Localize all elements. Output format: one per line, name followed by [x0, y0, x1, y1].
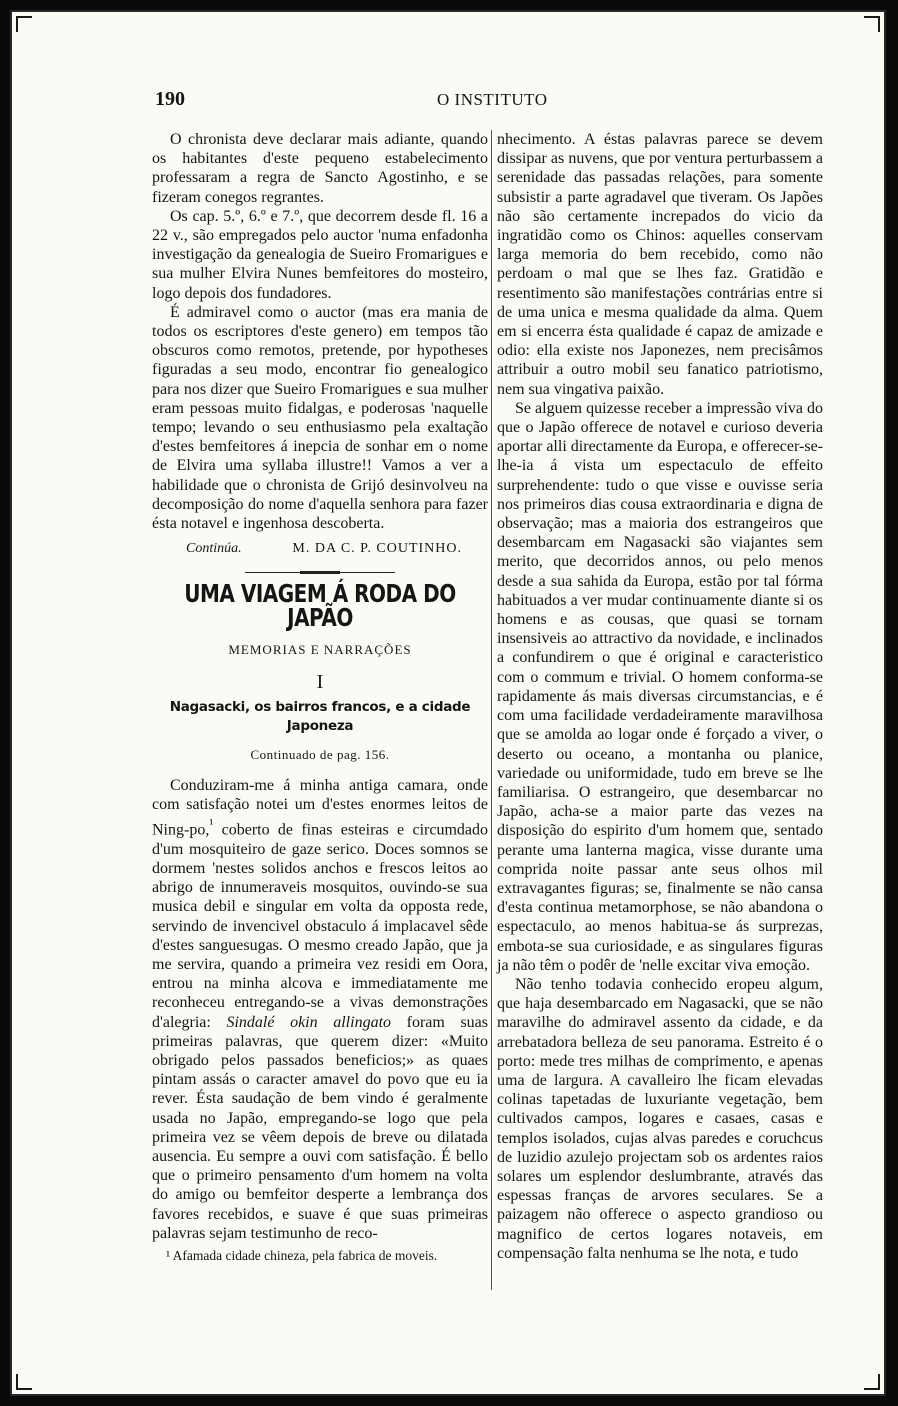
column-divider	[491, 130, 492, 1290]
continued-note: Continuado de pag. 156.	[250, 746, 390, 762]
page-header	[155, 88, 825, 114]
paragraph: É admiravel como o auctor (mas era mania de todos os escriptores d'este genero) em tempos tão obscuros como remotos, pretende, por hypotheses figuradas a seu modo, encontrar fio genealogico para nos dizer que Sueiro Fromarigues e sua mulher eram pessoas muito fidalgas, e poderosas 'naquelle tempo; levando o seu enthusiasmo pela exaltação d'estes bemfeitores á inepcia de sonhar em o nome de Elvira uma syllaba illustre!! Vamos a ver a habilidade que o chronista de Grijó desinvolveu na decomposição do nome d'aquella senhora para fazer ésta notavel e ingenhosa descoberta.	[152, 303, 488, 533]
right-column	[497, 130, 823, 1263]
footnote-marker: ¹	[209, 816, 214, 832]
continua-note: Continúa.	[186, 541, 242, 557]
text-run: foram suas primeiras palavras, que querem dizer: «Muito obrigado pelos passados beneficios;» as quaes pintam assás o caracter amavel do povo que eu ia rever. Ésta saudação de bem vindo é geralmente usada no Japão, empregando-se logo que pela primeira vez se vêem depois de breve ou dilatada ausencia. Eu sempre a ouvi com satisfação. É bello que o primeiro pensamento d'um homem na volta do amigo ou bemfeitor desperte a lembrança dos favores recebidos, e suave é que suas primeiras palavras sejam testimunho de reco-	[152, 1013, 488, 1242]
paragraph: Não tenho todavia conhecido eropeu algum, que haja desembarcado em Nagasacki, que se não maravilhe do admiravel assento da cidade, e da arrebatadora belleza de seu panorama. Estreito é o porto: mede tres milhas de comprimento, e apenas uma de largura. A cavalleiro lhe ficam elevadas colinas tapetadas de luxuriante vegetação, bem cultivados campos, logares e casaes, casas e templos isolados, cujas alvas paredes e coruchcus de luzidio azulejo projectam sob os ardentes raios solares um esplendor deslumbrante, através das espessas franças de arvores seculares. Se a paizagem não offerece o aspecto grandioso ou magnifico de certos logares notaveis, em compensação falta nenhuma se lhe nota, e tudo	[497, 975, 823, 1262]
paragraph: O chronista deve declarar mais adiante, quando os habitantes d'este pequeno estabelecimento professaram a regra de Sancto Agostinho, e se fizeram conegos regrantes.	[152, 131, 488, 206]
running-title: O INSTITUTO	[437, 90, 548, 109]
text-run: Conduziram-me á minha antiga camara, onde com satisfação notei um d'estes enormes leitos de Ning-po,	[152, 776, 488, 839]
author-name: M. DA C. P. COUTINHO.	[292, 541, 462, 557]
crop-mark	[16, 16, 32, 32]
paragraph: Se alguem quizesse receber a impressão viva do que o Japão offerece de notavel e curioso deveria aportar alli directamente da Europa, e offerecer-se-lhe-ia á vista um espectaculo de effeito surprehendente: tudo o que visse e ouvisse seria nos primeiros dias cousa extraordinaria e digna de observação; mas a maioria dos estrangeiros que desembarcam em Nagasacki são viajantes sem merito, que decorridos annos, ou pelo menos desde a sua sahida da Europa, estão por tal fórma habituados a ver mudar continuamente diante si os homens e as cousas, que quasi se tornam insensiveis ao attractivo da novidade, e inclinados a confundirem o que é original e caracteristico com o commum e trivial. O homem conforma-se rapidamente ás mais diversas circumstancias, e é com uma facilidade verdadeiramente maravilhosa que se amolda ao logar onde é forçado a viver, o deserto ou oceano, a montanha ou planice, variedade ou uniformidade, tudo em breve se lhe familiarisa. O estrangeiro, que desembarcar no Japão, acha-se a maior parte das vezes na disposição do espirito d'um homem que, sentado perante uma lanterna magica, visse durante uma comprida noite passar ante seus olhos mil extravagantes figuras; se, finalmente se não cansa d'esta continua metamorphose, se não abandona o espectaculo, ao menos habitua-se ás surprezas, embota-se sua curiosidade, e as singulares figuras ja não têm o podêr de 'nelle excitar viva emoção.	[497, 399, 823, 974]
paragraph: nhecimento. A éstas palavras parece se devem dissipar as nuvens, que por ventura perturbassem a serenidade das passadas relações, para somente subsistir a parte agradavel que tiveram. Os Japões não são certamente increpados do vicio da ingratidão como os Chinos: aquelles conservam larga memoria do bem recebido, como não perdoam o mal que se lhes faz. Gratidão e resentimento são manifestações contrárias entre si de uma unica e mesma qualidade da alma. Quem em si encerra ésta qualidade é capaz de amizade e odio: ella existe nos Japonezes, nem precisâmos attribuir a outro mobil seu fanatico patriotismo, nem sua vingativa paixão.	[497, 131, 823, 398]
footnote: ¹ Afamada cidade chineza, pela fabrica de moveis.	[166, 1248, 438, 1264]
chapter-number: I	[316, 671, 324, 694]
crop-mark	[864, 16, 880, 32]
page-number: 190	[155, 88, 185, 110]
article-signature	[152, 539, 488, 558]
paragraph: Os cap. 5.º, 6.º e 7.º, que decorrem desde fl. 16 a 22 v., são empregados pelo auctor 'numa enfadonha investigação da genealogia de Sueiro Fromarigues e sua mulher Elvira Nunes bemfeitores do mosteiro, logo depois dos fundadores.	[152, 207, 488, 302]
crop-mark	[16, 1374, 32, 1390]
text-run: coberto de finas esteiras e circumdado d'um mosquiteiro de gaze serico. Doces somnos se dormem 'nestes solidos anchos e frescos leitos ao abrigo de innumeraveis mosquitos, ouvindo-se sua musica debil e singular em volta da opposta rede, servindo de invencivel obstaculo á implacavel sêde d'estes sanguesugas. O mesmo creado Japão, que ja me servira, quando a primeira vez residi em Oora, entrou na minha alcova e immediatamente me reconheceu entregando-se a vivas demonstrações d'alegria:	[152, 821, 488, 1031]
article-paragraph	[152, 776, 488, 1243]
crop-mark	[864, 1374, 880, 1390]
left-column	[152, 130, 488, 1264]
section-divider	[245, 572, 395, 573]
chapter-title: Nagasacki, os bairros francos, e a cidade Japoneza	[169, 699, 471, 735]
article-title: UMA VIAGEM Á RODA DO JAPÃO	[184, 578, 456, 633]
japanese-phrase: Sindalé okin allingato	[226, 1013, 392, 1031]
article-subtitle: MEMORIAS E NARRAÇÕES	[228, 641, 412, 657]
